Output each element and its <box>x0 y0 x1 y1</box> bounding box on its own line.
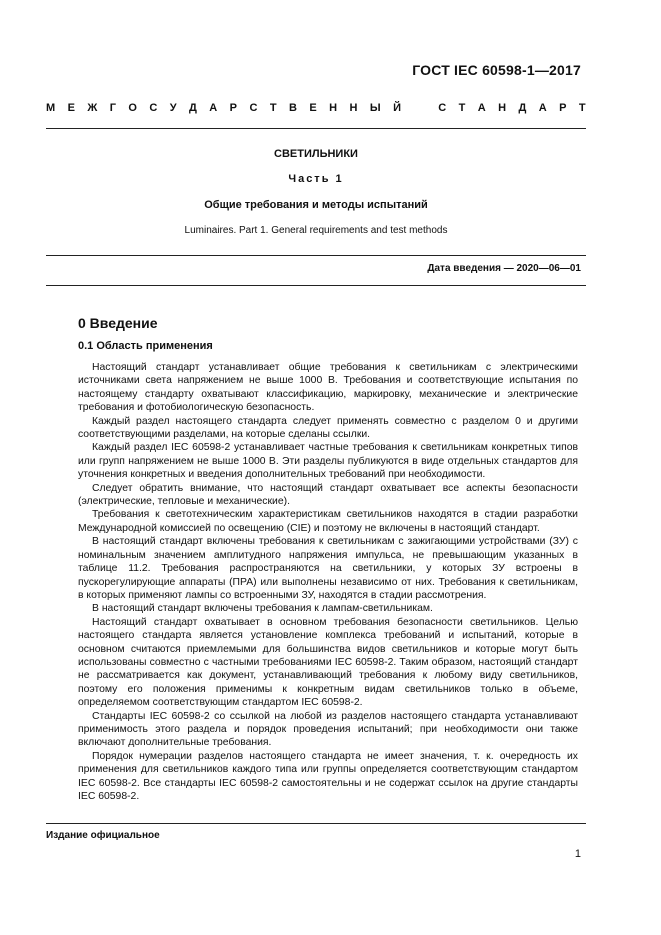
banner-letter: Т <box>578 102 586 114</box>
paragraph: Следует обратить внимание, что настоящий стандарт охватывает все аспекты безопасности (электрические, тепловые и механические). <box>78 482 578 508</box>
page-number: 1 <box>574 848 581 860</box>
banner-letter: Н <box>498 102 507 114</box>
banner-letter: Г <box>109 102 116 114</box>
paragraph: В настоящий стандарт включены требования к лампам-светильникам. <box>92 603 433 615</box>
banner-letter: В <box>288 102 297 114</box>
paragraph: Стандарты IEC 60598-2 со ссылкой на любой из разделов настоящего стандарта устанавливают применимость этого раздела и порядок проведения испытаний; при необходимости они также включают дополнительные требования. <box>78 710 578 749</box>
banner-letter: А <box>538 102 547 114</box>
banner-letter: Й <box>393 102 401 114</box>
official-edition-label: Издание официальное <box>46 830 160 841</box>
banner-letter: Д <box>518 102 527 114</box>
document-code: ГОСТ IEC 60598-1—2017 <box>412 62 581 78</box>
banner-letter: Е <box>309 102 317 114</box>
banner-letter: О <box>128 102 137 114</box>
english-title: Luminaires. Part 1. General requirements and test methods <box>184 225 448 236</box>
paragraph: Каждый раздел IEC 60598-2 устанавливает частные требования к светильникам конкретных типов или групп напряжением не выше 1000 В. Эти разделы публикуются в виде отдельных стандартов для уточнения конкретных и введения дополнительных требований при необходимости. <box>78 442 578 481</box>
introduction-date: Дата введения — 2020—06—01 <box>427 263 581 274</box>
banner-letter: Д <box>189 102 197 114</box>
paragraph: В настоящий стандарт включены требования к светильникам с зажигающими устройствами (ЗУ) с номинальным значением амплитудного напряжения импульса, не превышающим указанных в таблице 11.2. Требования распространяются на светильники, у которых ЗУ встроены в пускорегулирующие аппараты (ПРА) или выполнены независимо от них. Требования к светильникам, в которых применяют лампы со встроенными ЗУ, находятся в стадии рассмотрения. <box>78 536 578 601</box>
section-heading: 0 Введение <box>78 315 158 331</box>
document-part: Часть 1 <box>288 173 344 185</box>
banner-letter: Т <box>458 102 466 114</box>
paragraph: Настоящий стандарт охватывает в основном требования безопасности светильников. Целью настоящего стандарта является установление комплекса требований и испытаний, которые в основном считаются приемлемыми для большинства видов светильников и которые могут быть использованы совместно с частными требованиями IEC 60598-2. Таким образом, настоящий стандарт не рассматривается как документ, устанавливающий требования к любому виду светильников, поэтому его положения применимы к конкретным видам светильников только в объеме, определяемом соответствующим стандартом IEC 60598-2. <box>78 616 578 709</box>
document-title: СВЕТИЛЬНИКИ <box>274 148 358 160</box>
divider <box>46 823 586 824</box>
paragraph: Каждый раздел настоящего стандарта следует применять совместно с разделом 0 и другими соответствующими разделами, на которые сделаны ссылки. <box>78 415 578 441</box>
banner-letter: М <box>46 102 56 114</box>
banner-letter: Р <box>559 102 567 114</box>
banner-letter: Ж <box>87 102 98 114</box>
divider <box>46 255 586 256</box>
banner-letter: У <box>169 102 177 114</box>
banner-letter: С <box>249 102 258 114</box>
banner-letter: С <box>438 102 447 114</box>
banner-letter: Н <box>349 102 358 114</box>
paragraph: Требования к светотехническим характеристикам светильников находятся в стадии разработки Международной комиссией по освещению (CIE) и поэтому не включены в настоящий стандарт. <box>78 509 578 534</box>
paragraph: Порядок нумерации разделов настоящего стандарта не имеет значения, т. к. очередность их применения для светильников каждого типа или группы определяется соответствующим стандартом IEC 60598-2. Все стандарты IEC 60598-2 самостоятельны и не содержат ссылок на другие стандарты IEC 60598-2. <box>78 750 578 802</box>
banner-letter: Е <box>67 102 75 114</box>
body-text <box>78 361 578 803</box>
divider <box>46 128 586 129</box>
banner-letter: А <box>209 102 218 114</box>
document-subtitle: Общие требования и методы испытаний <box>204 199 428 211</box>
banner-letter: Ы <box>369 102 381 114</box>
paragraph: Настоящий стандарт устанавливает общие требования к светильникам с электрическими источниками света напряжением не выше 1000 В. Требования и соответствующие испытания по настоящему стандарту охватывают классификацию, маркировку, механические и электрические требования и фотобиологическую безопасность. <box>78 362 578 414</box>
banner-letter: Н <box>329 102 338 114</box>
banner-letter: Р <box>229 102 238 114</box>
banner-letter: С <box>149 102 158 114</box>
divider <box>46 285 586 286</box>
subsection-heading: 0.1 Область применения <box>78 340 213 352</box>
interstate-standard-banner <box>46 102 586 114</box>
banner-letter: А <box>477 102 486 114</box>
banner-letter: Т <box>269 102 277 114</box>
